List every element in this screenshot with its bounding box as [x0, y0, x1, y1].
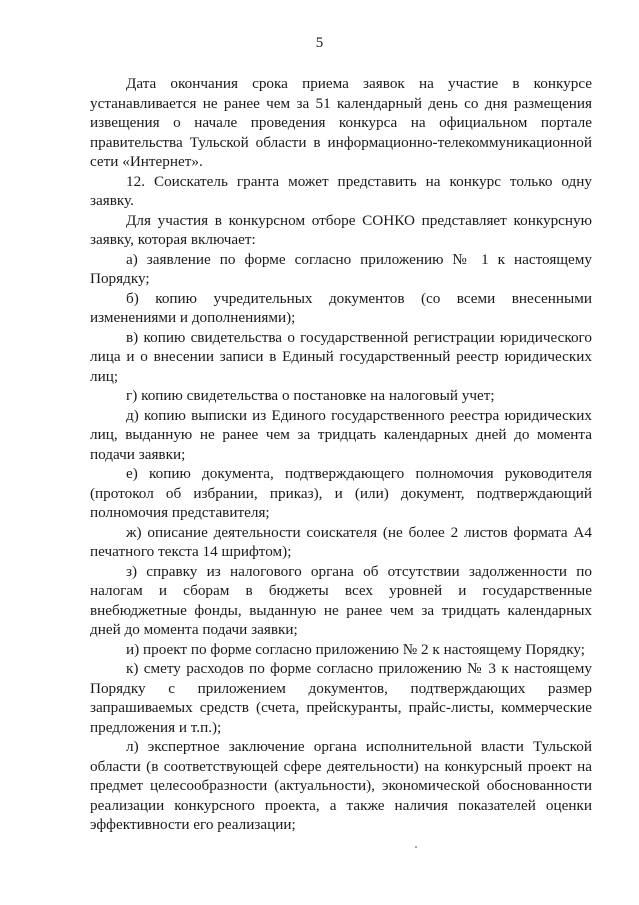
scan-speck — [415, 846, 417, 848]
list-item-z: з) справку из налогового органа об отсутствии задолженности по налогам и сборам в бюджеты всех уровней и государственные внебюджетные фонды, выданную не ранее чем за тридцать календарных дней до момента подачи заявки; — [90, 562, 592, 638]
list-item-l: л) экспертное заключение органа исполнительной власти Тульской области (в соответствующей сфере деятельности) на конкурсный проект на предмет целесообразности (актуальности), экономической обоснованности реализации конкурсного проекта, а также наличия показателей оценки эффективности его реализации; — [90, 738, 592, 833]
list-item-a: а) заявление по форме согласно приложению № 1 к настоящему Порядку; — [90, 250, 592, 287]
list-item-b: б) копию учредительных документов (со всеми внесенными изменениями и дополнениями); — [90, 289, 592, 326]
list-item-d: д) копию выписки из Единого государственного реестра юридических лиц, выданную не ранее чем за тридцать календарных дней до момента подачи заявки; — [90, 406, 592, 463]
paragraph-item-12: 12. Соискатель гранта может представить на конкурс только одну заявку. — [90, 172, 592, 209]
list-item-v: в) копию свидетельства о государственной регистрации юридического лица и о внесении записи в Единый государственный реестр юридических лиц; — [90, 328, 592, 385]
document-body — [90, 74, 592, 835]
list-item-zh: ж) описание деятельности соискателя (не более 2 листов формата А4 печатного текста 14 шрифтом); — [90, 523, 592, 560]
paragraph-application-contents: Для участия в конкурсном отборе СОНКО представляет конкурсную заявку, которая включает: — [90, 211, 592, 248]
paragraph-application-deadline: Дата окончания срока приема заявок на участие в конкурсе устанавливается не ранее чем за 51 календарный день со дня размещения извещения о начале проведения конкурса на официальном портале правительства Тульской области в информационно-телекоммуникационной сети «Интернет». — [90, 75, 592, 170]
list-item-e: е) копию документа, подтверждающего полномочия руководителя (протокол об избрании, приказ), и (или) документ, подтверждающий полномочия представителя; — [90, 465, 592, 521]
list-item-g: г) копию свидетельства о постановке на налоговый учет; — [126, 387, 495, 404]
page-number: 5 — [315, 35, 324, 51]
list-item-i: и) проект по форме согласно приложению № 2 к настоящему Порядку; — [126, 640, 586, 658]
list-item-k: к) смету расходов по форме согласно приложению № 3 к настоящему Порядку с приложением документов, подтверждающих размер запрашиваемых средств (счета, прейскуранты, прайс-листы, коммерческие предложения и т.п.); — [90, 660, 592, 736]
